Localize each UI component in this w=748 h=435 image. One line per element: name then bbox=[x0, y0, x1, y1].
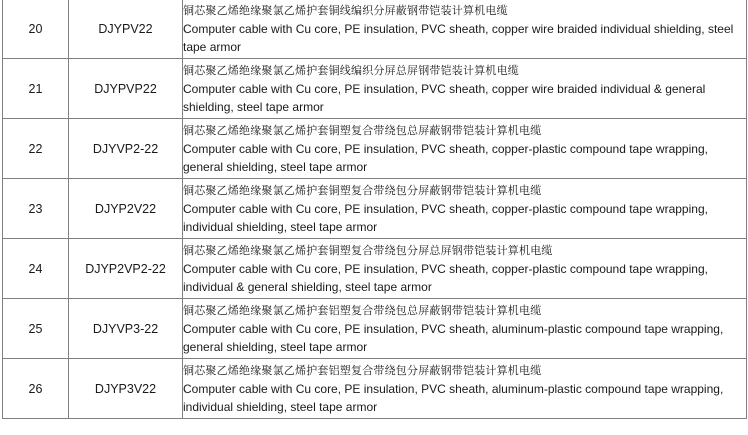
description-chinese: 铜芯聚乙烯绝缘聚氯乙烯护套铝塑复合带绕包总屏蔽钢带铠装计算机电缆 bbox=[183, 303, 542, 317]
description-cell bbox=[183, 299, 747, 359]
model-code: DJYP2VP2-22 bbox=[69, 239, 183, 299]
table-row bbox=[3, 119, 747, 179]
model-code: DJYPV22 bbox=[69, 0, 183, 59]
row-number: 23 bbox=[3, 179, 69, 239]
description-english: Computer cable with Cu core, PE insulation, PVC sheath, copper-plastic compound tape wrapping, general shielding, steel tape armor bbox=[183, 141, 708, 174]
table-row bbox=[3, 239, 747, 299]
description-cell bbox=[183, 119, 747, 179]
description-english: Computer cable with Cu core, PE insulation, PVC sheath, aluminum-plastic compound tape wrapping, general shielding, steel tape armor bbox=[183, 321, 724, 354]
description-chinese: 铜芯聚乙烯绝缘聚氯乙烯护套铜塑复合带绕包总屏蔽钢带铠装计算机电缆 bbox=[183, 123, 542, 137]
description-chinese: 铜芯聚乙烯绝缘聚氯乙烯护套铜线编织分屏总屏钢带铠装计算机电缆 bbox=[183, 63, 519, 77]
model-code: DJYPVP22 bbox=[69, 59, 183, 119]
row-number: 26 bbox=[3, 359, 69, 419]
model-code: DJYVP2-22 bbox=[69, 119, 183, 179]
description-english: Computer cable with Cu core, PE insulation, PVC sheath, copper wire braided individual shielding, steel tape armor bbox=[183, 21, 734, 54]
table-row bbox=[3, 0, 747, 59]
description-english: Computer cable with Cu core, PE insulation, PVC sheath, copper wire braided individual & general shielding, steel tape armor bbox=[183, 81, 706, 114]
description-english: Computer cable with Cu core, PE insulation, PVC sheath, aluminum-plastic compound tape wrapping, individual shielding, steel tape armor bbox=[183, 381, 724, 414]
table-row bbox=[3, 179, 747, 239]
cable-table bbox=[2, 0, 747, 419]
row-number: 24 bbox=[3, 239, 69, 299]
row-number: 22 bbox=[3, 119, 69, 179]
table-row bbox=[3, 299, 747, 359]
description-cell bbox=[183, 359, 747, 419]
description-cell bbox=[183, 179, 747, 239]
description-chinese: 铜芯聚乙烯绝缘聚氯乙烯护套铜线编织分屏蔽钢带铠装计算机电缆 bbox=[183, 3, 508, 17]
row-number: 25 bbox=[3, 299, 69, 359]
description-english: Computer cable with Cu core, PE insulation, PVC sheath, copper-plastic compound tape wrapping, individual & general shielding, steel tape armor bbox=[183, 261, 708, 294]
table-row bbox=[3, 59, 747, 119]
description-chinese: 铜芯聚乙烯绝缘聚氯乙烯护套铝塑复合带绕包分屏蔽钢带铠装计算机电缆 bbox=[183, 363, 542, 377]
description-cell bbox=[183, 239, 747, 299]
model-code: DJYVP3-22 bbox=[69, 299, 183, 359]
cable-table-body bbox=[3, 0, 747, 419]
row-number: 20 bbox=[3, 0, 69, 59]
description-cell bbox=[183, 59, 747, 119]
description-chinese: 铜芯聚乙烯绝缘聚氯乙烯护套铜塑复合带绕包分屏蔽钢带铠装计算机电缆 bbox=[183, 183, 542, 197]
description-chinese: 铜芯聚乙烯绝缘聚氯乙烯护套铜塑复合带绕包分屏总屏钢带铠装计算机电缆 bbox=[183, 243, 553, 257]
model-code: DJYP3V22 bbox=[69, 359, 183, 419]
model-code: DJYP2V22 bbox=[69, 179, 183, 239]
row-number: 21 bbox=[3, 59, 69, 119]
description-cell bbox=[183, 0, 747, 59]
description-english: Computer cable with Cu core, PE insulation, PVC sheath, copper-plastic compound tape wrapping, individual shielding, steel tape armor bbox=[183, 201, 708, 234]
table-row bbox=[3, 359, 747, 419]
